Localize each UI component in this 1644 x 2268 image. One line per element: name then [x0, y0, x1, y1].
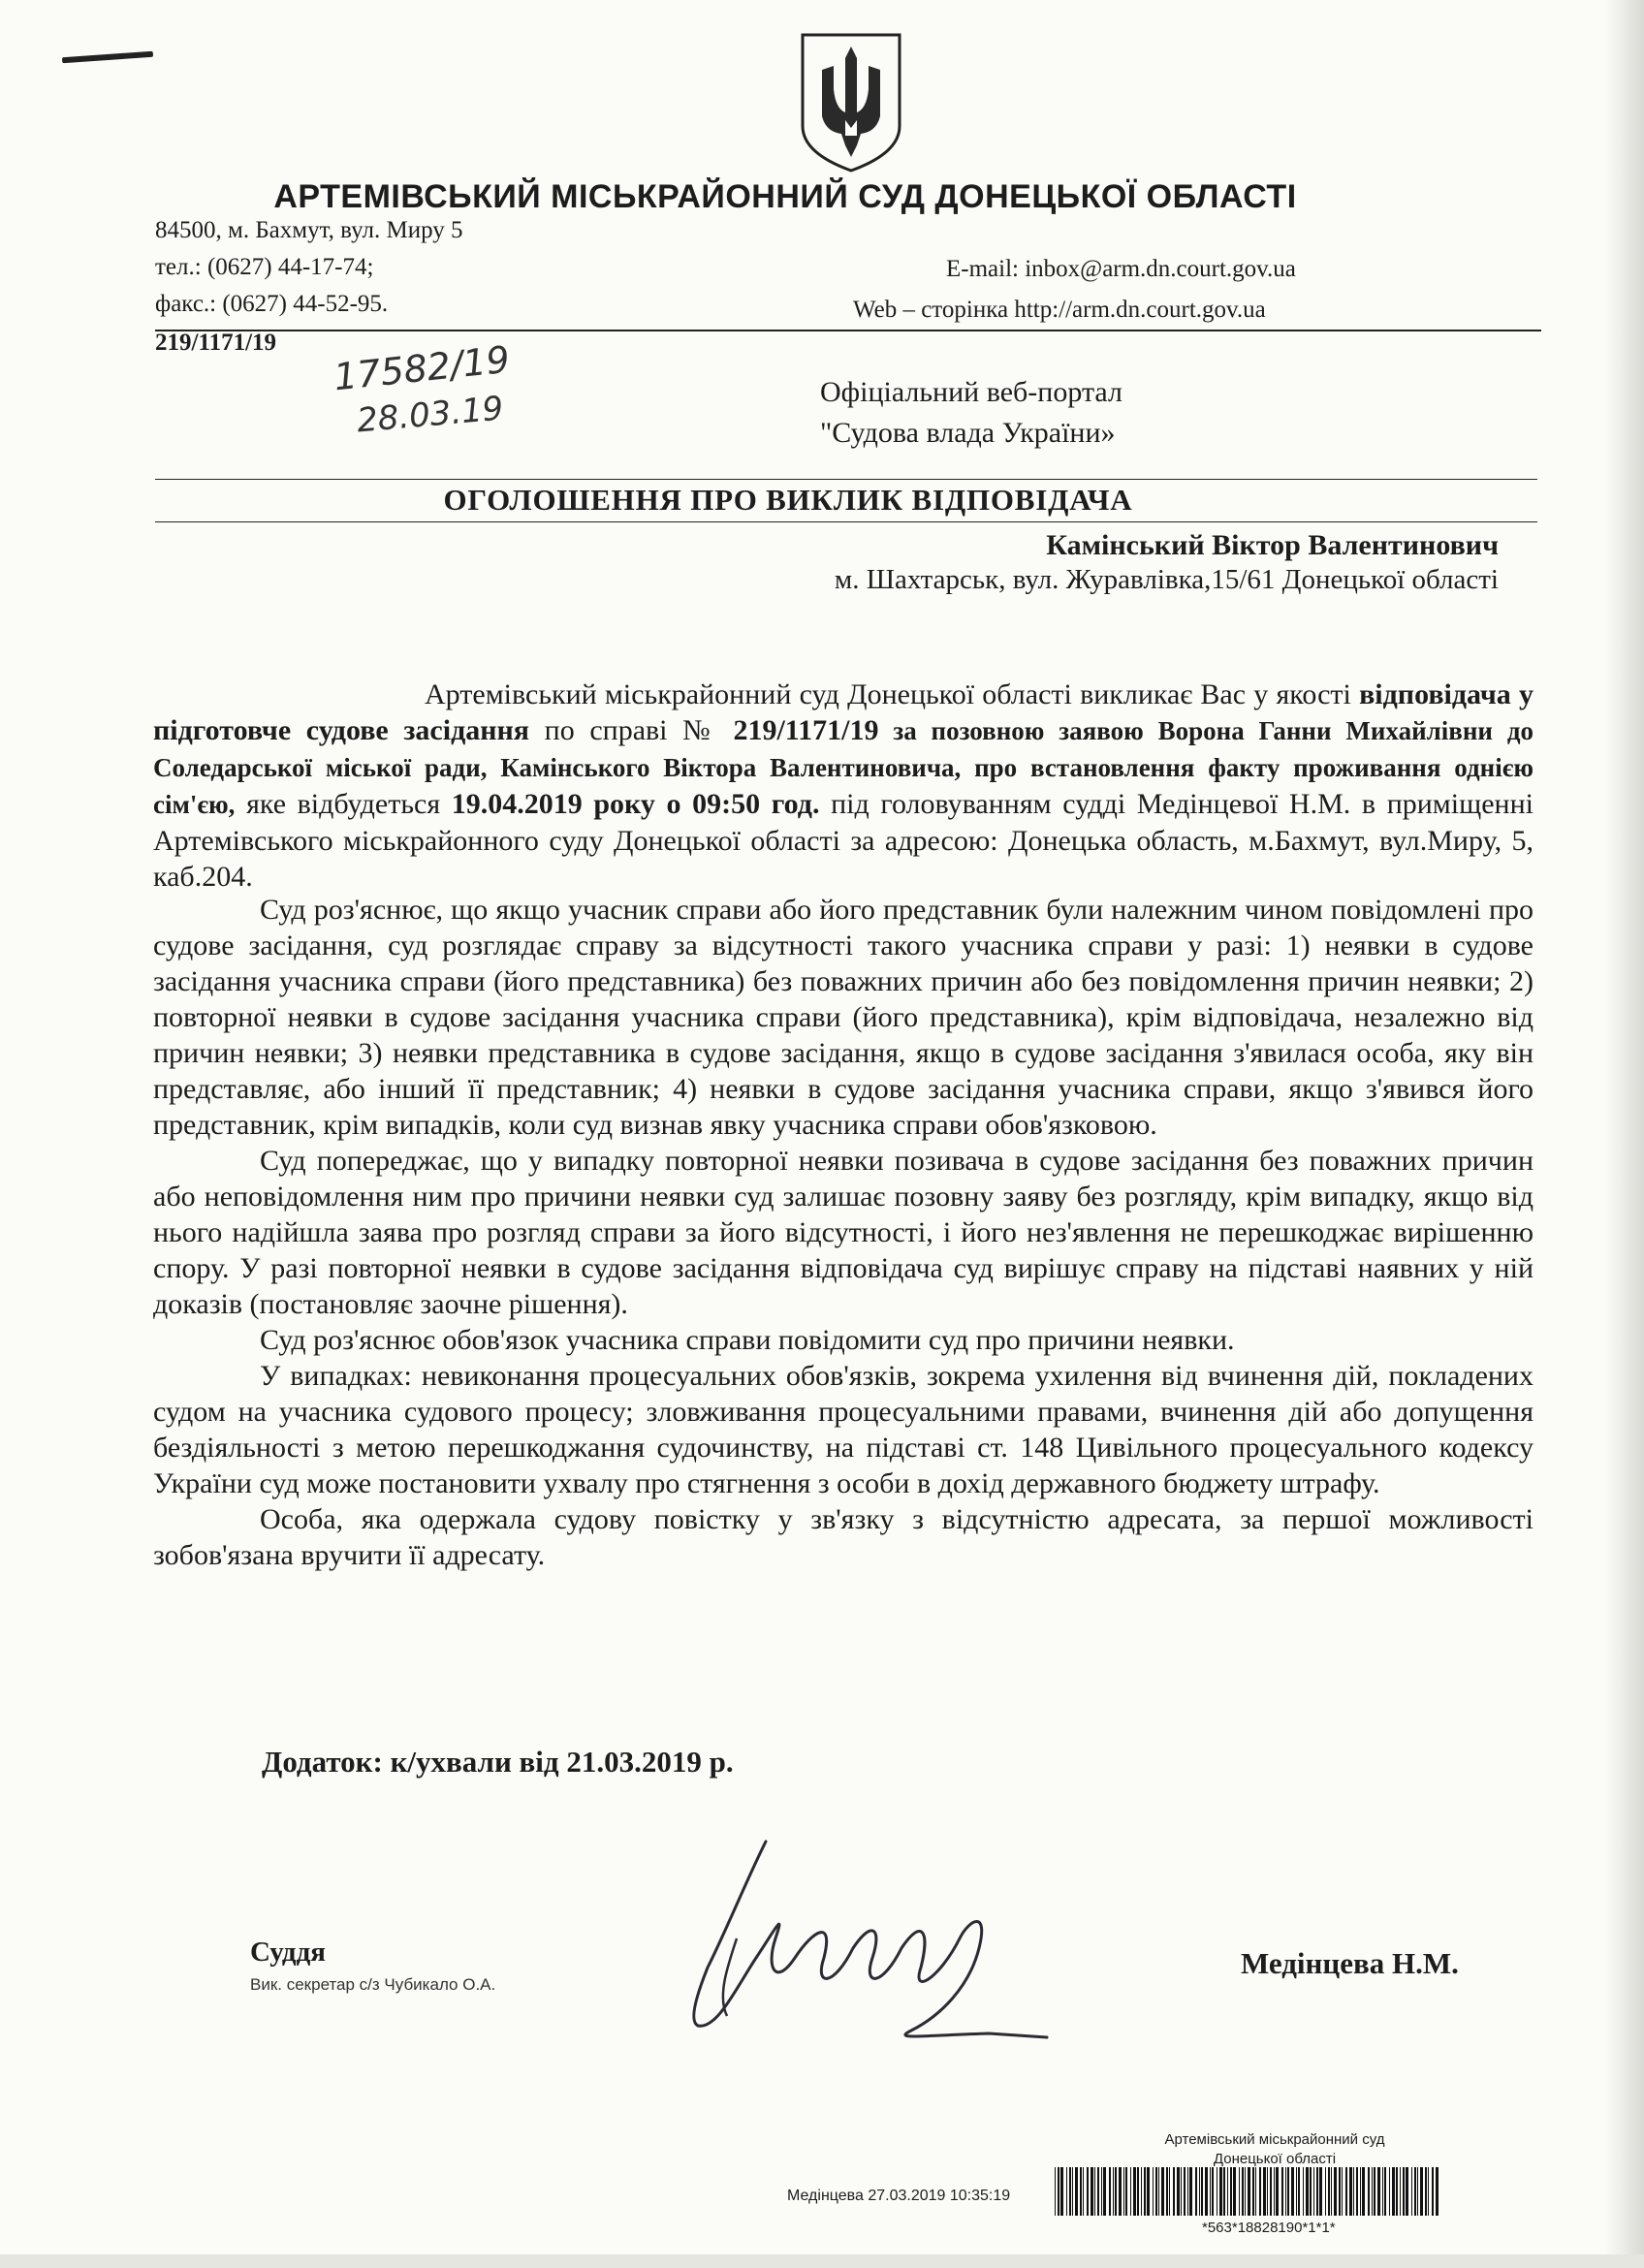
- court-website: Web – сторінка http://arm.dn.court.gov.ua: [853, 297, 1266, 323]
- judge-label: Суддя: [250, 1937, 326, 1968]
- court-email: E-mail: inbox@arm.dn.court.gov.ua: [946, 256, 1296, 282]
- paragraph: Суд попереджає, що у випадку повторної неявки позивача в судове засідання без поважних причин або неповідомлення ним про причини неявки суд залишає позовну заяву без розгляду, крім випадку, якщо від нього надійшла заява про розгляд справи за його відсутності, і його нез'явлення не перешкоджає вирішенню спору. У разі повторної неявки в судове засідання відповідача суд вирішує справу на підставі наявних у ній доказів (постановляє заочне рішення).: [153, 1145, 1533, 1320]
- scan-mark: [62, 51, 153, 64]
- addressee-line2: "Судова влада України»: [820, 417, 1116, 449]
- barcode-text: *563*18828190*1*1*: [1202, 2220, 1336, 2236]
- judge-name: Медінцева Н.М.: [1241, 1946, 1459, 1980]
- heading-rule-bottom: [155, 521, 1537, 522]
- handwritten-date: 28.03.19: [355, 389, 505, 441]
- paragraph: Суд роз'яснює, що якщо учасник справи або його представник були належним чином повідомлені про судове засідання, суд розглядає справу за відсутності такого учасника справи у разі: 1) неявки в судове засідання учасника справи (його представника) без поважних причин або без повідомлення причин неявки; 2) повторної неявки в судове засідання учасника справи (його представника), крім відповідача, незалежно від причин неявки; 3) неявки представника в судове засідання, якщо в судове засідання з'явилася особа, яку він представляє, або інший її представник; 4) неявки в судове засідання учасника справи, якщо з'явився його представник, крім випадків, коли суд визнав явку учасника справи обов'язковою.: [153, 894, 1533, 1141]
- attachment-note: Додаток: к/ухвали від 21.03.2019 р.: [262, 1745, 734, 1779]
- summons-paragraph: [153, 677, 1533, 895]
- scan-bottom-edge: [0, 2254, 1644, 2268]
- header-rule: [155, 330, 1541, 331]
- addressee-block: [820, 372, 1122, 454]
- hearing-datetime: 19.04.2019 року о 09:50 год.: [451, 788, 820, 820]
- paragraph: Суд роз'яснює обов'язок учасника справи повідомити суд про причини неявки.: [260, 1324, 1235, 1356]
- addressee-line1: Офіціальний веб-портал: [820, 376, 1122, 408]
- summons-role: відповідача у підготовче судове засідання: [153, 678, 1533, 746]
- summons-text: Артемівський міськрайонний суд Донецької області викликає Вас у якості: [425, 678, 1360, 710]
- summons-case: 219/1171/19: [733, 714, 879, 746]
- defendant-name: Камінський Віктор Валентинович: [1046, 529, 1499, 561]
- document-heading: ОГОЛОШЕННЯ ПРО ВИКЛИК ВІДПОВІДАЧА: [443, 483, 1133, 517]
- paragraph: Особа, яка одержала судову повістку у зв'язку з відсутністю адресата, за першої можливості зобов'язана вручити її адресату.: [153, 1503, 1533, 1571]
- paragraph: У випадках: невиконання процесуальних обов'язків, зокрема ухилення від вчинення дій, покладених судом на учасника судового процесу; зловживання процесуальними правами, вчинення дій або допущення бездіяльності з метою перешкоджання судочинству, на підставі ст. 148 Цивільного процесуального кодексу України суд може постановити ухвалу про стягнення з особи в дохід державного бюджету штрафу.: [153, 1360, 1533, 1499]
- defendant-address: м. Шахтарськ, вул. Журавлівка,15/61 Донецької області: [834, 564, 1499, 595]
- summons-text: по справі №: [529, 714, 734, 746]
- explanation-paragraphs: [153, 892, 1533, 1573]
- court-fax: факс.: (0627) 44-52-95.: [155, 291, 389, 317]
- trident-emblem-icon: [797, 31, 905, 174]
- court-title: АРТЕМІВСЬКИЙ МІСЬКРАЙОННИЙ СУД ДОНЕЦЬКОЇ ОБЛАСТІ: [273, 178, 1297, 215]
- handwritten-reg-number: 17582/19: [332, 337, 512, 399]
- summons-claim: за позовною заявою Ворона Ганни Михайлівни до Соледарської міської ради, Камінського Віктора Валентиновича, про встановлення факту проживання однією сім'єю,: [153, 716, 1533, 819]
- handwritten-signature: [669, 1822, 1057, 2055]
- court-address: 84500, м. Бахмут, вул. Миру 5: [155, 217, 463, 243]
- stamp-court-name: [1086, 2130, 1464, 2169]
- summons-text: під головуванням судді Медінцевої Н.М. в приміщенні Артемівського міськрайонного суду Донецької області за адресою: Донецька область, м.Бахмут, вул.Миру, 5, каб.204.: [153, 788, 1533, 893]
- case-number: 219/1171/19: [155, 330, 277, 356]
- stamp-court-line: Донецької області: [1213, 2151, 1337, 2167]
- scan-edge: [1605, 0, 1644, 2268]
- stamp-court-line: Артемівський міськрайонний суд: [1164, 2131, 1385, 2148]
- barcode-icon: [1055, 2167, 1442, 2216]
- heading-rule-top: [155, 479, 1537, 480]
- stamp-datetime: Медінцева 27.03.2019 10:35:19: [787, 2188, 1011, 2204]
- secretary-line: Вик. секретар с/з Чубикало О.А.: [250, 1975, 496, 1994]
- summons-text: яке відбудеться: [235, 788, 452, 820]
- court-phone: тел.: (0627) 44-17-74;: [155, 254, 374, 280]
